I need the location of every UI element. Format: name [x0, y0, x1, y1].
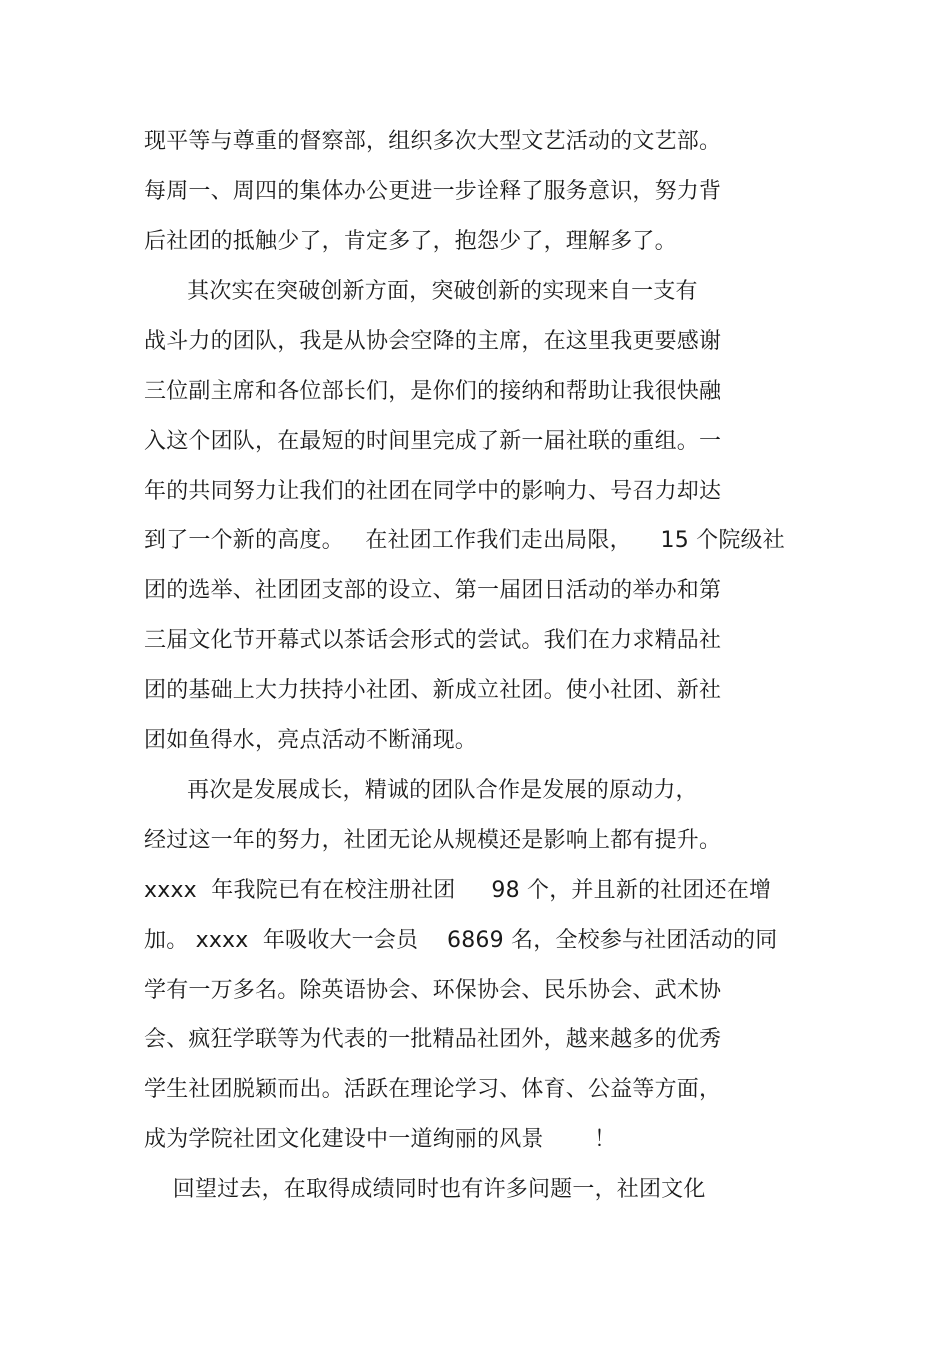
text-line: 年的共同努力让我们的社团在同学中的影响力、号召力却达 — [144, 479, 722, 504]
text-line: 学有一万多名。除英语协会、环保协会、民乐协会、武术协 — [144, 978, 722, 1003]
text-line: 现平等与尊重的督察部，组织多次大型文艺活动的文艺部。 — [144, 129, 722, 154]
text-line: 回望过去，在取得成绩同时也有许多问题一，社团文化 — [144, 1177, 706, 1202]
text-line: 会、疯狂学联等为代表的一批精品社团外，越来越多的优秀 — [144, 1027, 722, 1052]
text-line: 再次是发展成长，精诚的团队合作是发展的原动力， — [144, 778, 698, 803]
text-line: 三届文化节开幕式以茶话会形式的尝试。我们在力求精品社 — [144, 628, 722, 653]
text-line: 团的选举、社团团支部的设立、第一届团日活动的举办和第 — [144, 578, 722, 603]
text-line: 其次实在突破创新方面，突破创新的实现来自一支有 — [144, 279, 698, 304]
text-line: 学生社团脱颖而出。活跃在理论学习、体育、公益等方面， — [144, 1077, 722, 1102]
text-line: 到了一个新的高度。 在社团工作我们走出局限， 15 个院级社 — [144, 528, 785, 553]
text-line: xxxx 年我院已有在校注册社团 98 个，并且新的社团还在增 — [144, 878, 772, 903]
text-line: 每周一、周四的集体办公更进一步诠释了服务意识，努力背 — [144, 179, 722, 204]
text-line: 三位副主席和各位部长们，是你们的接纳和帮助让我很快融 — [144, 379, 722, 404]
text-line: 入这个团队，在最短的时间里完成了新一届社联的重组。一 — [144, 429, 722, 454]
text-line: 战斗力的团队，我是从协会空降的主席，在这里我更要感谢 — [144, 329, 722, 354]
text-line: 团如鱼得水，亮点活动不断涌现。 — [144, 728, 478, 753]
text-line: 加。 xxxx 年吸收大一会员 6869 名，全校参与社团活动的同 — [144, 928, 778, 953]
text-line: 团的基础上大力扶持小社团、新成立社团。使小社团、新社 — [144, 678, 722, 703]
text-line: 后社团的抵触少了，肯定多了，抱怨少了，理解多了。 — [144, 229, 677, 254]
text-line: 经过这一年的努力，社团无论从规模还是影响上都有提升。 — [144, 828, 722, 853]
text-line: 成为学院社团文化建设中一道绚丽的风景 ！ — [144, 1127, 617, 1152]
